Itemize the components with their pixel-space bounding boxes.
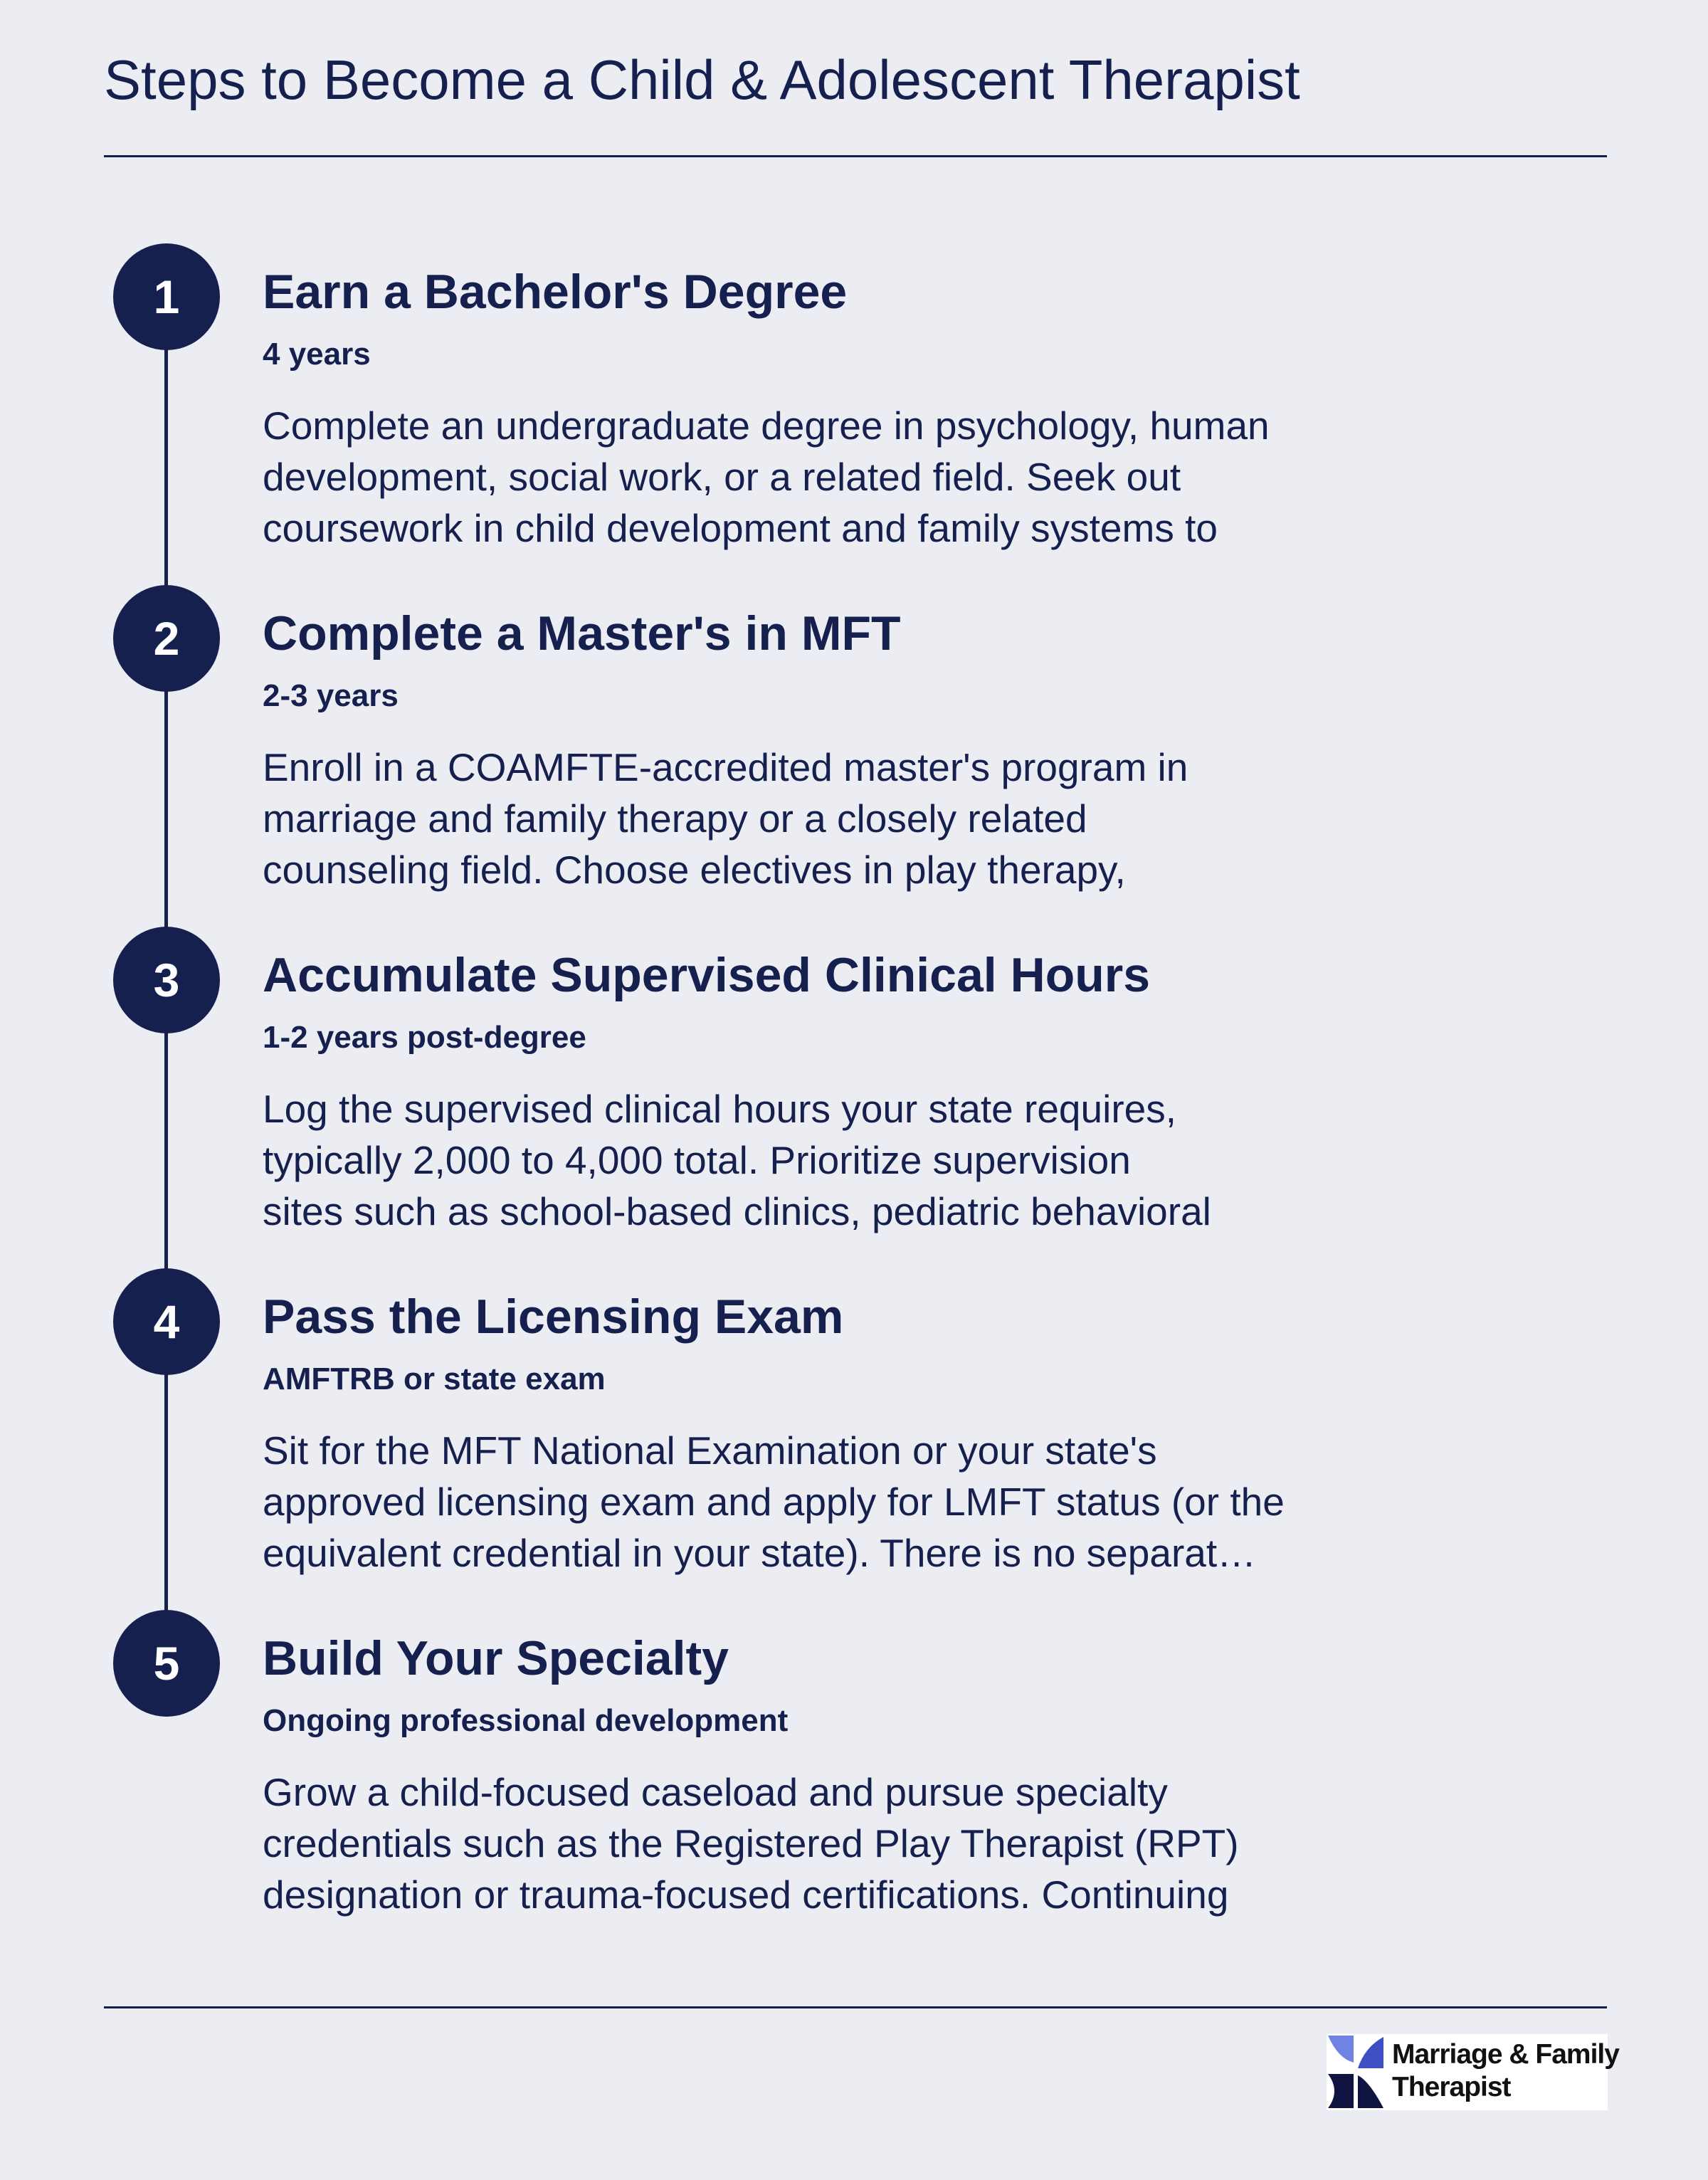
step-description-line: Log the supervised clinical hours your state requires, bbox=[263, 1087, 1177, 1131]
step-number-badge: 3 bbox=[113, 927, 220, 1033]
step-description-line: Grow a child-focused caseload and pursue specialty bbox=[263, 1770, 1168, 1814]
step-duration: AMFTRB or state exam bbox=[263, 1362, 606, 1396]
step-duration: 1-2 years post-degree bbox=[263, 1020, 586, 1055]
step-description bbox=[263, 1083, 1344, 1237]
step-title: Build Your Specialty bbox=[263, 1631, 729, 1685]
step-item bbox=[0, 243, 1708, 585]
step-description bbox=[263, 400, 1344, 554]
footer-divider bbox=[104, 2006, 1607, 2008]
step-description-line: Complete an undergraduate degree in psychology, human bbox=[263, 404, 1270, 448]
brand-logo bbox=[1327, 2034, 1619, 2110]
step-title: Accumulate Supervised Clinical Hours bbox=[263, 948, 1151, 1002]
step-description-line: typically 2,000 to 4,000 total. Prioritize supervision bbox=[263, 1138, 1131, 1182]
step-description-line: approved licensing exam and apply for LMFT status (or the bbox=[263, 1480, 1285, 1524]
page-title: Steps to Become a Child & Adolescent Therapist bbox=[104, 48, 1300, 111]
logo-text-line: Marriage & Family bbox=[1392, 2039, 1619, 2070]
step-item bbox=[0, 927, 1708, 1268]
step-description-line: sites such as school-based clinics, pediatric behavioral bbox=[263, 1189, 1211, 1233]
step-item bbox=[0, 1610, 1708, 1952]
step-title: Complete a Master's in MFT bbox=[263, 606, 901, 660]
step-description-line: credentials such as the Registered Play Therapist (RPT) bbox=[263, 1821, 1239, 1865]
step-description bbox=[263, 1425, 1344, 1579]
step-title: Pass the Licensing Exam bbox=[263, 1290, 844, 1344]
step-number-badge: 5 bbox=[113, 1610, 220, 1717]
step-description-line: counseling field. Choose electives in play therapy, bbox=[263, 848, 1126, 892]
step-description-line: designation or trauma-focused certifications. Continuing bbox=[263, 1873, 1229, 1917]
pinwheel-logo-icon bbox=[1327, 2034, 1385, 2110]
step-description-line: Enroll in a COAMFTE-accredited master's program in bbox=[263, 745, 1188, 789]
step-description bbox=[263, 1766, 1344, 1920]
step-item bbox=[0, 1268, 1708, 1610]
step-description-line: Sit for the MFT National Examination or your state's bbox=[263, 1428, 1157, 1473]
step-description-line: development, social work, or a related field. Seek out bbox=[263, 455, 1181, 499]
logo-wordmark bbox=[1392, 2038, 1619, 2104]
step-duration: Ongoing professional development bbox=[263, 1703, 789, 1738]
step-item bbox=[0, 585, 1708, 927]
step-duration: 2-3 years bbox=[263, 678, 399, 713]
header-divider bbox=[104, 155, 1607, 157]
step-title: Earn a Bachelor's Degree bbox=[263, 265, 848, 319]
step-description-line: marriage and family therapy or a closely related bbox=[263, 796, 1087, 841]
step-description-line: coursework in child development and family systems to bbox=[263, 506, 1218, 550]
logo-text-line: Therapist bbox=[1392, 2072, 1511, 2102]
step-description bbox=[263, 742, 1344, 895]
step-description-line: equivalent credential in your state). There is no separat… bbox=[263, 1531, 1257, 1575]
step-number-badge: 2 bbox=[113, 585, 220, 692]
step-duration: 4 years bbox=[263, 337, 371, 372]
step-number-badge: 1 bbox=[113, 243, 220, 350]
step-number-badge: 4 bbox=[113, 1268, 220, 1375]
